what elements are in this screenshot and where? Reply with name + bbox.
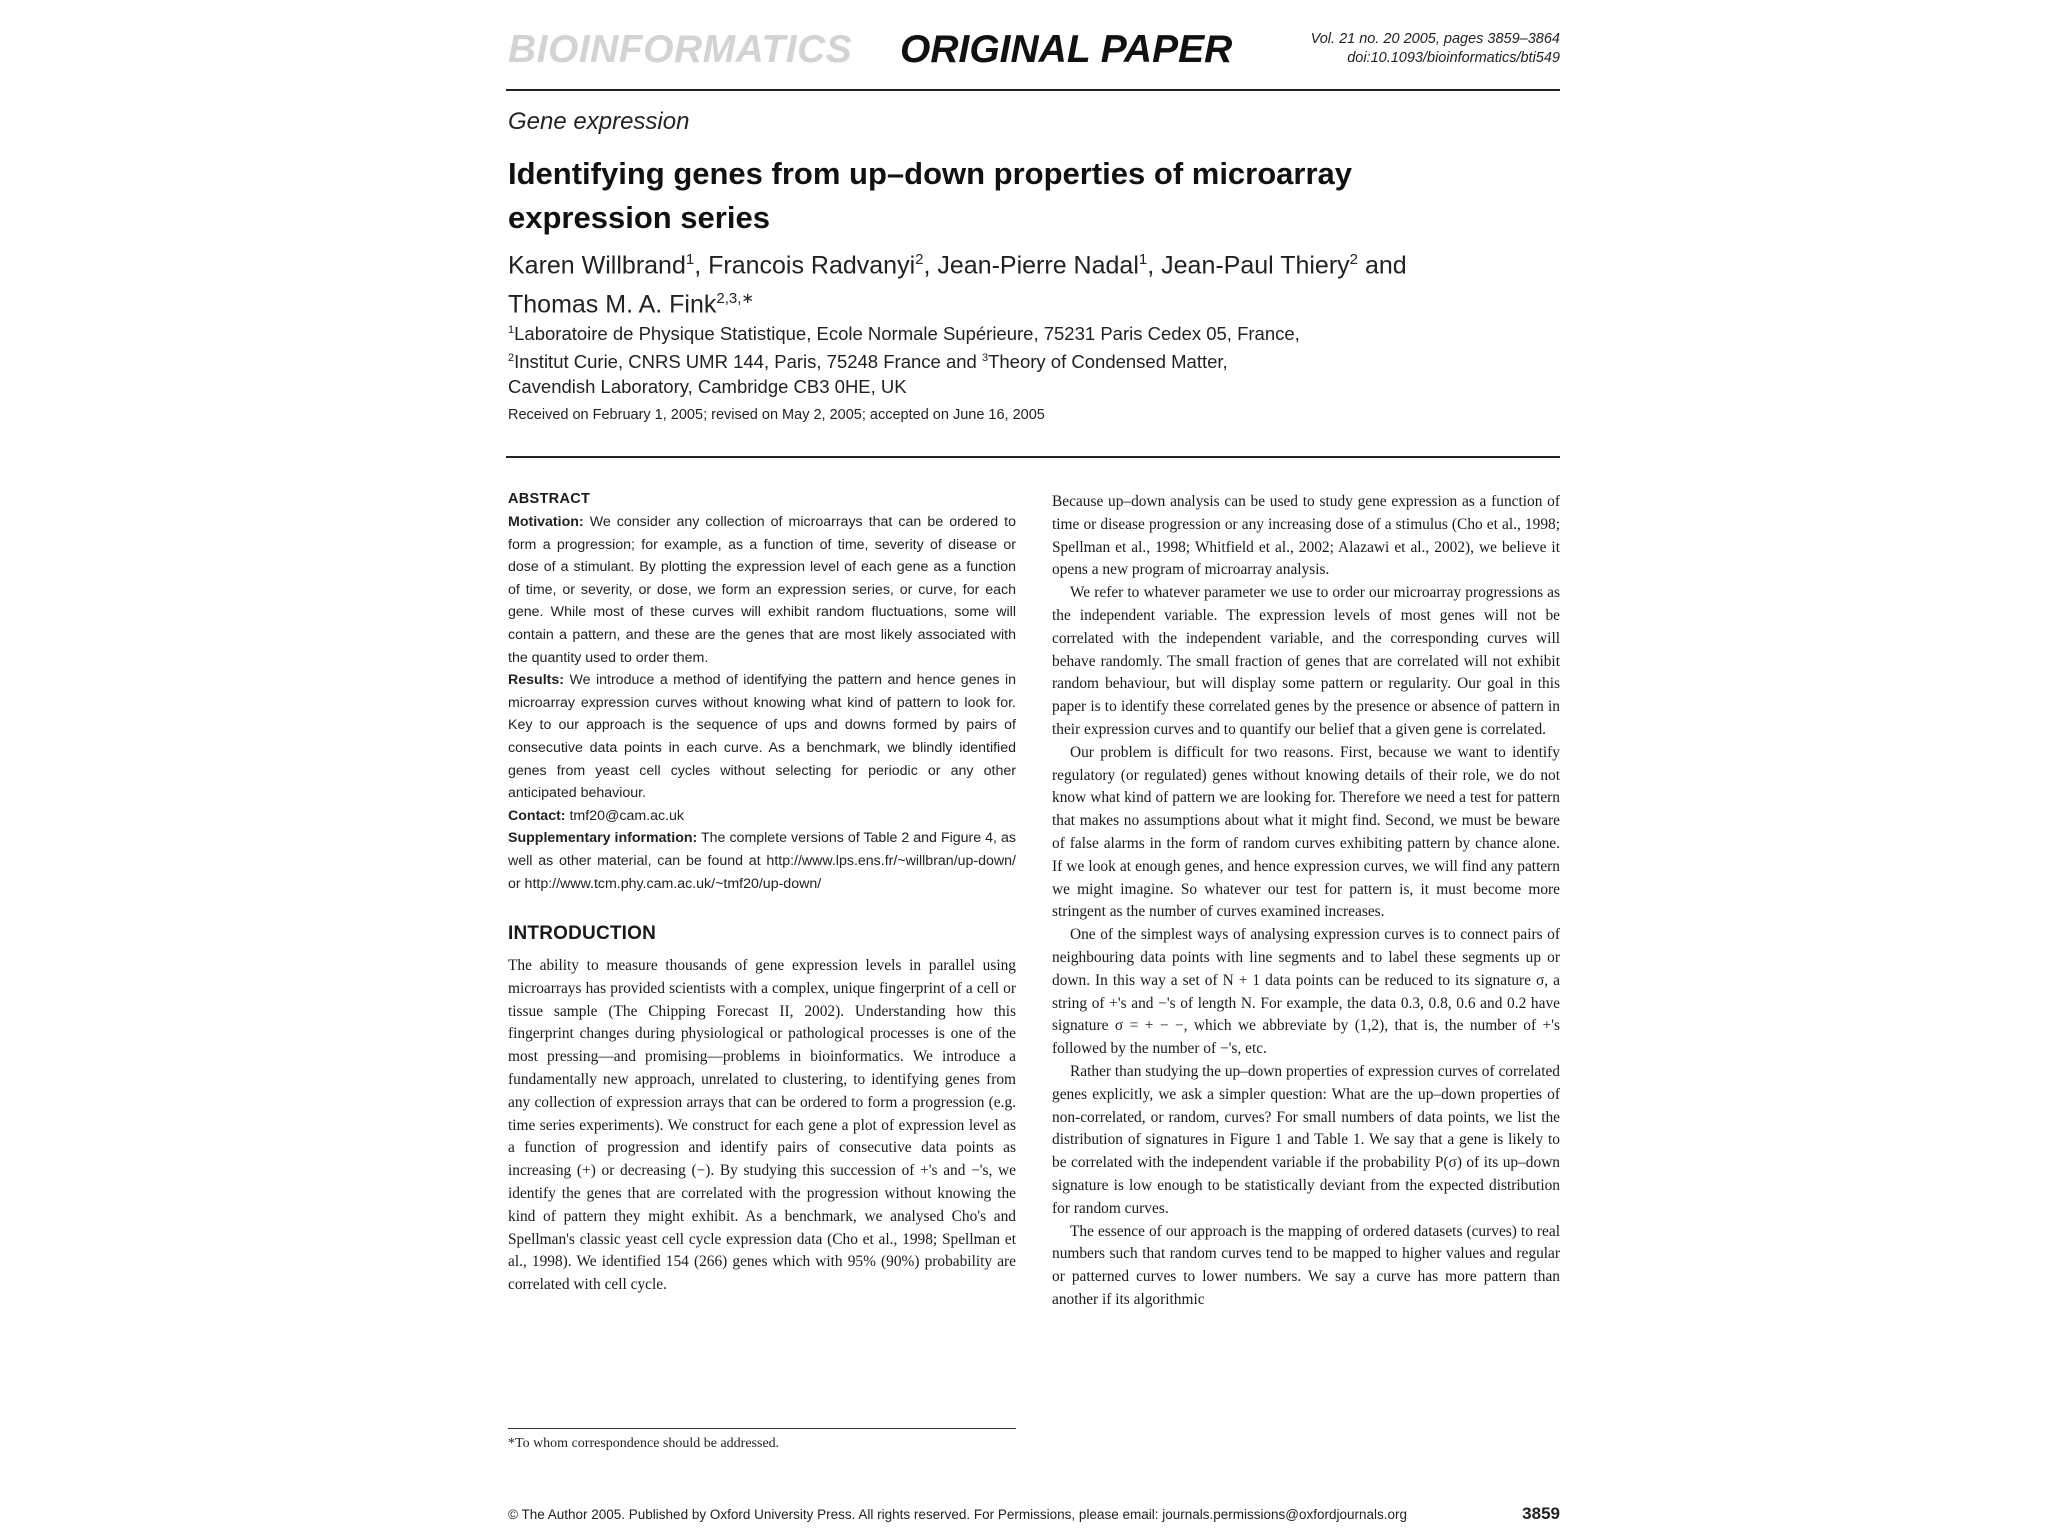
- abstract-contact: Contact: tmf20@cam.ac.uk: [508, 807, 685, 824]
- supplementary-links[interactable]: The complete versions of Table 2 and Figure 4, as well as other material, can be found at http://www.lps.ens.fr/~willbran/up-down/ or http://www.tcm.phy.cam.ac.uk/~tmf20/up-down/: [508, 830, 1016, 892]
- copyright-line: © The Author 2005. Published by Oxford University Press. All rights reserved. For Permissions, please email: journals.permissions@oxfordjournals.org: [508, 1507, 1408, 1522]
- author-affil-mark: 1: [1138, 251, 1148, 268]
- author-affil-mark: 1: [685, 251, 695, 268]
- paper-type: ORIGINAL PAPER: [900, 28, 1233, 71]
- author-affil-mark: 2: [915, 251, 924, 268]
- abstract-results: Results: We introduce a method of identifying the pattern and hence genes in microarray expression curves without knowing what kind of pattern to look for. Key to our approach is the sequence of ups and downs formed by pairs of consecutive data points in each curve. As a benchmark, we blindly identified genes from yeast cell cycles without selecting for periodic or any other anticipated behaviour.: [508, 672, 1016, 802]
- body-paragraph: We refer to whatever parameter we use to order our microarray progressions as the independent variable. The expression levels of most genes will not be correlated with the independent variable, and the corresponding curves will behave randomly. The small fraction of genes that are correlated will not exhibit random behaviour, but will display some pattern or regularity. Our goal in this paper is to identify these correlated genes by the presence or absence of pattern in their expression curves and to quantify our belief that a given gene is correlated.: [1052, 584, 1560, 738]
- received-dates: Received on February 1, 2005; revised on May 2, 2005; accepted on June 16, 2005: [508, 407, 1045, 423]
- paper-title: Identifying genes from up–down properties of microarray expression series: [508, 156, 1353, 235]
- abstract-heading: ABSTRACT: [508, 491, 591, 507]
- author-name: Francois Radvanyi: [708, 251, 916, 280]
- header-rule: [506, 89, 1560, 91]
- author-name: Karen Willbrand: [508, 251, 686, 280]
- affiliations: [508, 318, 1558, 399]
- author-name: Jean-Pierre Nadal: [937, 251, 1139, 280]
- journal-name: BIOINFORMATICS: [508, 28, 853, 71]
- body-paragraph: Because up–down analysis can be used to study gene expression as a function of time or disease progression or any increasing dose of a stimulus (Cho et al., 1998; Spellman et al., 1998; Whitfield et al., 2002; Alazawi et al., 2002), we believe it opens a new program of microarray analysis.: [1052, 493, 1560, 579]
- author-name: Thomas M. A. Fink: [508, 290, 717, 319]
- author-separator: ,: [923, 251, 938, 280]
- author-separator: ,: [1147, 251, 1162, 280]
- body-paragraph: One of the simplest ways of analysing expression curves is to connect pairs of neighbouring data points with line segments and to label these segments up or down. In this way a set of N + 1 data points can be reduced to its signature σ, a string of +'s and −'s of length N. For example, the data 0.3, 0.8, 0.6 and 0.2 have signature σ = + − −, which we abbreviate by (1,2), that is, the number of +'s followed by the number of −'s, etc.: [1052, 926, 1560, 1058]
- abstract-motivation: Motivation: We consider any collection of microarrays that can be ordered to form a progression; for example, as a function of time, severity of disease or dose of a stimulant. By plotting the expression level of each gene as a function of time, or severity, or dose, we form an expression series, or curve, for each gene. While most of these curves will exhibit random fluctuations, some will contain a pattern, and these are the genes that are most likely associated with the quantity used to order them.: [508, 514, 1016, 666]
- body-paragraph: Rather than studying the up–down properties of expression curves of correlated genes explicitly, we ask a simpler question: What are the up–down properties of non-correlated, or random, curves? For small numbers of data points, we list the distribution of signatures in Figure 1 and Table 1. We say that a gene is likely to be correlated with the independent variable if the probability P(σ) of its up–down signature is low enough to be statistically deviant from the expected distribution for random curves.: [1052, 1062, 1560, 1217]
- doi-line: doi:10.1093/bioinformatics/bti549: [1347, 50, 1560, 66]
- introduction-paragraph: The ability to measure thousands of gene expression levels in parallel using microarrays has provided scientists with a complex, unique fingerprint of a cell or tissue sample (The Chipping Forecast II, 2002). Understanding how this fingerprint changes during physiological or pathological processes is one of the most pressing—and promising—problems in bioinformatics. We introduce a fundamentally new approach, unrelated to clustering, to identifying genes from any collection of expression arrays that can be ordered to form a progression (e.g. time series experiments). We construct for each gene a plot of expression level as a function of progression and identify pairs of consecutive data points as increasing (+) or decreasing (−). By studying this succession of +'s and −'s, we identify the genes that are correlated with the progression without knowing the kind of pattern they might exhibit. As a benchmark, we analysed Cho's and Spellman's classic yeast cell cycle expression data (Cho et al., 1998; Spellman et al., 1998). We identified 154 (266) genes which with 95% (90%) probability are correlated with cell cycle.: [508, 957, 1016, 1294]
- body-paragraph: The essence of our approach is the mapping of ordered datasets (curves) to real numbers such that random curves tend to be mapped to higher values and regular or patterned curves to lower numbers. We say a curve has more pattern than another if its algorithmic: [1052, 1222, 1560, 1308]
- contact-email[interactable]: tmf20@cam.ac.uk: [565, 807, 685, 824]
- footnote: *To whom correspondence should be addressed.: [508, 1436, 780, 1451]
- title-rule: [506, 456, 1560, 458]
- right-column: [1052, 491, 1560, 1312]
- volume-line: Vol. 21 no. 20 2005, pages 3859–3864: [1310, 31, 1560, 47]
- author-name: Jean-Paul Thiery: [1161, 251, 1350, 280]
- volume-info: [1311, 30, 1560, 68]
- footnote-rule: [508, 1428, 1016, 1429]
- page-number: 3859: [1522, 1504, 1560, 1523]
- body-paragraph: Our problem is difficult for two reasons. First, because we want to identify regulatory (or regulated) genes without knowing details of their role, we do not know what kind of pattern we are looking for. Therefore we need a test for pattern that makes no assumptions about what it might find. Second, we must be beware of false alarms in the form of random curves exhibiting pattern by chance alone. If we look at enough genes, and hence expression curves, we will find any pattern we might imagine. So whatever our test for pattern is, it must become more stringent as the number of curves examined increases.: [1052, 743, 1560, 921]
- author-separator: and: [1358, 251, 1407, 280]
- left-column: [508, 491, 1016, 1297]
- author-separator: ,: [694, 251, 709, 280]
- author-affil-mark: 2,3,∗: [716, 290, 754, 308]
- affiliation-2: $^2$Institut Curie, CNRS UMR 144, Paris, 75248 France and $^3$Theory of Condensed Matter,: [508, 351, 1228, 373]
- author-affil-mark: 2: [1349, 251, 1359, 268]
- section-label: Gene expression: [508, 108, 690, 135]
- author-list: [508, 243, 1558, 322]
- affiliation-3: Cavendish Laboratory, Cambridge CB3 0HE, UK: [508, 376, 907, 398]
- affiliation-1: $^1$Laboratoire de Physique Statistique, Ecole Normale Supérieure, 75231 Paris Cedex 05, France,: [508, 323, 1300, 345]
- abstract-supplementary: Supplementary information: The complete versions of Table 2 and Figure 4, as well as other material, can be found at http://www.lps.ens.fr/~willbran/up-down/ or http://www.tcm.phy.cam.ac.uk/~tmf20/up-down/: [508, 830, 1016, 892]
- introduction-heading: INTRODUCTION: [508, 923, 657, 945]
